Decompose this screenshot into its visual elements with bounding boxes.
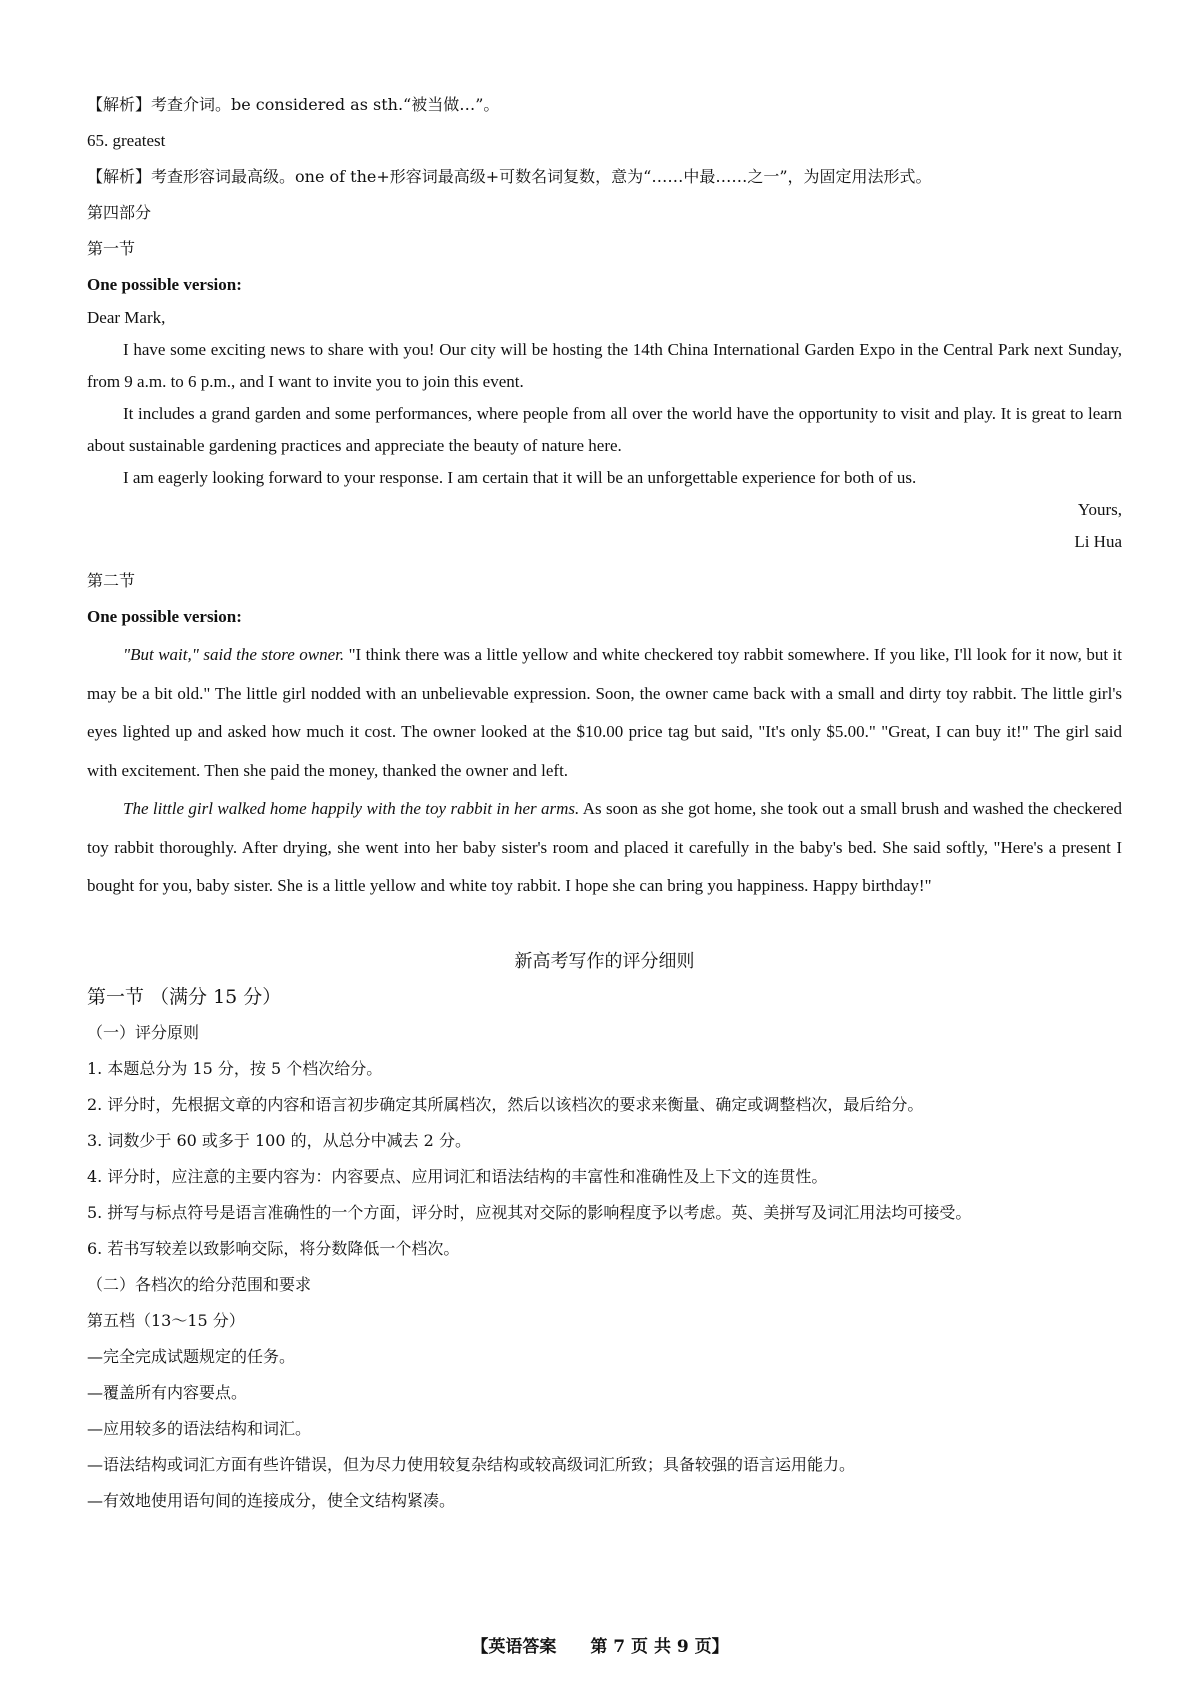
level5-item: —覆盖所有内容要点。 (87, 1382, 248, 1402)
page-content (87, 88, 1122, 1512)
story-body: As soon as she got home, she took out a small brush and washed the checkered toy rabbit thoroughly. After drying, she went into her baby sister's room and placed it carefully in the baby's bed. She said softly, "Here's a present I bought for you, baby sister. She is a little yellow and white toy rabbit. I hope she can bring you happiness. Happy birthday!" (87, 799, 1122, 895)
story (87, 636, 1122, 906)
principle-item: 4. 评分时，应注意的主要内容为：内容要点、应用词汇和语法结构的丰富性和准确性及上下文的连贯性。 (87, 1166, 828, 1186)
letter (87, 302, 1122, 558)
q64-analysis: 【解析】考查介词。be considered as sth.“被当做…”。 (87, 95, 500, 114)
levels-heading: （二）各档次的给分范围和要求 (87, 1274, 312, 1294)
level5-item: —完全完成试题规定的任务。 (87, 1346, 296, 1366)
section1-heading: 第一节 (87, 239, 136, 258)
letter-signature: Li Hua (1074, 532, 1122, 551)
rubric-section-title: 第一节 （满分 15 分） (87, 985, 282, 1008)
rubric-title: 新高考写作的评分细则 (514, 950, 695, 972)
story-paragraph (87, 636, 1122, 790)
section2-heading: 第二节 (87, 571, 136, 590)
story-lead: The little girl walked home happily with the toy rabbit in her arms. (123, 799, 580, 818)
level5-item: —语法结构或词汇方面有些许错误，但为尽力使用较复杂结构或较高级词汇所致；具备较强的语言运用能力。 (87, 1454, 856, 1474)
part4-heading: 第四部分 (87, 203, 152, 222)
principle-item: 1. 本题总分为 15 分，按 5 个档次给分。 (87, 1058, 383, 1078)
letter-paragraph: I have some exciting news to share with you! Our city will be hosting the 14th China International Garden Expo in the Central Park next Sunday, from 9 a.m. to 6 p.m., and I want to invite you to join this event. (87, 340, 1122, 391)
principles-heading: （一）评分原则 (87, 1022, 200, 1042)
page-footer: 【英语答案 第 7 页 共 9 页】 (471, 1637, 729, 1657)
principle-item: 5. 拼写与标点符号是语言准确性的一个方面，评分时，应视其对交际的影响程度予以考虑。英、美拼写及词汇用法均可接受。 (87, 1202, 972, 1222)
letter-greeting: Dear Mark, (87, 308, 166, 327)
principle-item: 2. 评分时，先根据文章的内容和语言初步确定其所属档次，然后以该档次的要求来衡量、确定或调整档次，最后给分。 (87, 1094, 924, 1114)
section2-version-label: One possible version: (87, 607, 242, 626)
story-lead: "But wait," said the store owner. (123, 645, 345, 664)
letter-closing: Yours, (1077, 500, 1122, 519)
story-paragraph (87, 790, 1122, 906)
letter-paragraph: It includes a grand garden and some performances, where people from all over the world have the opportunity to visit and play. It is great to learn about sustainable gardening practices and appreciate the beauty of nature here. (87, 404, 1122, 455)
letter-paragraph: I am eagerly looking forward to your response. I am certain that it will be an unforgettable experience for both of us. (123, 468, 917, 487)
principle-item: 6. 若书写较差以致影响交际，将分数降低一个档次。 (87, 1238, 460, 1258)
principle-item: 3. 词数少于 60 或多于 100 的，从总分中减去 2 分。 (87, 1130, 471, 1150)
level5-item: —应用较多的语法结构和词汇。 (87, 1418, 312, 1438)
q65-analysis: 【解析】考查形容词最高级。one of the+形容词最高级+可数名词复数，意为“……中最……之一”，为固定用法形式。 (87, 167, 932, 186)
section1-version-label: One possible version: (87, 275, 242, 294)
level5-heading: 第五档（13～15 分） (87, 1310, 245, 1330)
story-body: "I think there was a little yellow and white checkered toy rabbit somewhere. If you like, I'll look for it now, but it may be a bit old." The little girl nodded with an unbelievable expression. Soon, the owner came back with a small and dirty toy rabbit. The little girl's eyes lighted up and asked how much it cost. The owner looked at the $10.00 price tag but said, "It's only $5.00." "Great, I can buy it!" The girl said with excitement. Then she paid the money, thanked the owner and left. (87, 645, 1123, 780)
rubric-body (87, 1022, 1122, 1512)
level5-item: —有效地使用语句间的连接成分，使全文结构紧凑。 (87, 1490, 456, 1510)
q65-answer: 65. greatest (87, 131, 166, 150)
